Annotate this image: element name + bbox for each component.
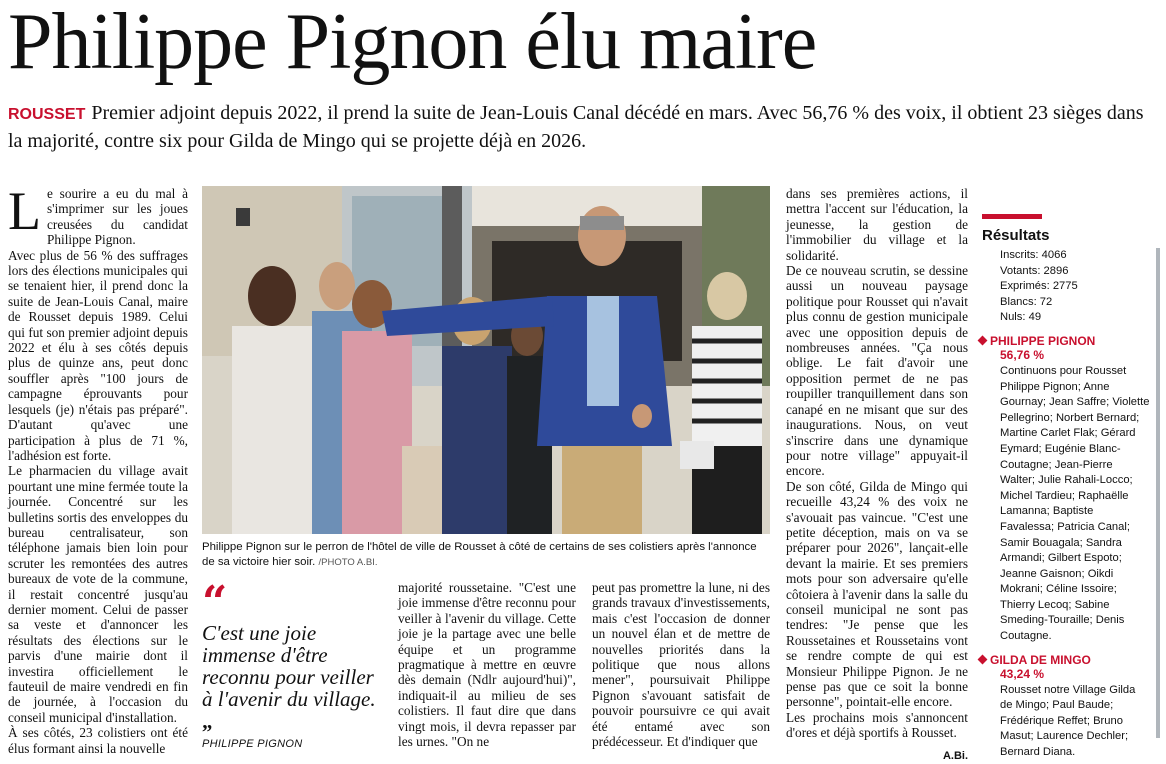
article-photo <box>202 186 770 534</box>
signature: A.Bi. <box>942 749 968 762</box>
paragraph: De son côté, Gilda de Mingo qui recueille 43,24 % des voix ne s'avouait pas vaincue. "C'est une petite déception, mais on va se préparer pour 2026", lançait-elle devant la mairie. Et ses premiers mots pour son adversaire qu'elle côtoiera à l'avenir dans la salle du conseil municipal ne sont pas tendres: "Je pense que les Roussetaines et Roussetains vont se rendre compte de qui est Monsieur Philippe Pignon. Je ne pense pas que ce soit la bonne personne", pointait-elle encore. <box>786 478 968 710</box>
candidate-percent: 56,76 % <box>1000 347 1045 362</box>
headline: Philippe Pignon élu maire <box>8 0 817 86</box>
standfirst-text: Premier adjoint depuis 2022, il prend la suite de Jean-Louis Canal décédé en mars. Avec 56,76 % des voix, il obtient 23 sièges dans la majorité, contre six pour Gilda de Mingo qui se projette déjà en 2026. <box>8 102 1144 152</box>
quote-text: C'est une joie immense d'être reconnu pour veiller à l'avenir du village. „ <box>202 621 376 733</box>
stat-line: Blancs: 72 <box>1000 295 1053 308</box>
caption-text: Philippe Pignon sur le perron de l'hôtel de ville de Rousset à côté de certains de ses colistiers après l'annonce de sa victoire hier soir. <box>202 541 757 568</box>
paragraph: Avec plus de 56 % des suffrages lors des élections municipales qui se tenaient hier, il prend donc la suite de Jean-Louis Canal, maire de Rousset depuis 1989. Celui qui fut son premier adjoint depuis 2022 et élu à ses côtés depuis plus de quinze ans, peut donc souffler après "100 jours de campagne éprouvants pour lesquels (je) n'étais pas préparé". D'autant qu'avec une participation à plus de 71 %, l'adhésion est forte. <box>8 247 188 463</box>
candidate-list: Rousset notre Village Gilda de Mingo; Paul Baude; Frédérique Reffet; Bruno Masut; Laurence Dechler; Bernard Diana. <box>1000 683 1136 759</box>
paragraph: Le pharmacien du village avait pourtant une mine fermée toute la journée. Concentré sur les bulletins sortis des enveloppes du bureau centralisateur, son téléphone jamais bien loin pour scruter les remontées des autres bureaux de vote de la commune, il restait concentré jusqu'au dernier moment. Celui de passer sa veste et d'annoncer les résultats des élections sur le parvis d'une mairie dont il investira officiellement le fauteuil de maire vendredi en fin de journée, à l'occasion du conseil municipal d'installation. <box>8 463 188 725</box>
turnout-stats <box>982 248 1150 326</box>
candidate-name: PHILIPPE PIGNON <box>982 334 1150 348</box>
sidebar-accent-rule <box>982 214 1042 219</box>
candidate-name: GILDA DE MINGO <box>982 653 1150 667</box>
paragraph: majorité roussetaine. "C'est une joie immense d'être reconnu pour veiller à l'avenir du village. Cette joie je la partage avec une belle équipe et un programme pragmatique à mettre en œuvre dès demain (Ndlr aujourd'hui)", indiquait-il au milieu de ses colistiers. Il faut dire que dans vingt mois, il devra repasser par les urnes. "On ne <box>398 580 576 750</box>
paragraph: Les prochains mois s'annoncent d'ores et déjà sportifs à Rousset. <box>786 709 968 741</box>
paragraph: De ce nouveau scrutin, se dessine aussi un nouveau paysage politique pour Rousset qui n'avait plus connu de gestion municipale avec une opposition depuis de nombreuses années. "Ça nous oblige. Le fait d'avoir une opposition permet de ne pas roupiller tranquillement dans son canapé en ne misant que sur des inaugurations. Nous, on veut s'inscrire dans une dynamique pour notre village" appuyait-il encore. <box>786 263 968 479</box>
pull-quote <box>202 577 382 750</box>
stat-line: Nuls: 49 <box>1000 311 1042 324</box>
article-column-1 <box>8 181 188 756</box>
quote-author: PHILIPPE PIGNON <box>202 738 303 750</box>
dropcap: L <box>8 181 41 241</box>
photo-caption <box>202 540 770 570</box>
stat-line: Inscrits: 4066 <box>1000 249 1067 261</box>
kicker: ROUSSET <box>8 106 86 123</box>
photo-credit: /PHOTO A.BI. <box>318 557 378 568</box>
stat-line: Votants: 2896 <box>1000 264 1069 277</box>
paragraph: peut pas promettre la lune, ni des grands travaux d'investissements, mais c'est l'occasion de donner un nouvel élan et de mettre de nouvelles priorités dans la politique que nous allons mener", poursuivait Philippe Pignon s'avouant satisfait de pouvoir poursuivre ce qui avait été entamé avec son prédécesseur. Et d'indiquer que <box>592 580 770 750</box>
candidate-list: Continuons pour Rousset Philippe Pignon; Anne Gournay; Jean Saffre; Violette Pellegrino; Norbert Bernard; Martine Carlet Flak; Gérard Eymard; Eugénie Blanc-Coutagne; Jean-Pierre Walter; Julie Rahali-Locco; Michel Tardieu; Raphaëlle Lamanna; Baptiste Favalessa; Patricia Canal; Samir Bouagala; Sandra Armandi; Gilbert Espoto; Jeanne Gaisnon; Oikdi Mokrani; Céline Issoire; Thierry Lecoq; Sabine Smeding-Touraille; Denis Coutagne. <box>1000 364 1150 643</box>
quote-close-mark: „ <box>202 709 213 733</box>
stat-line: Exprimés: 2775 <box>1000 280 1078 293</box>
paragraph: À ses côtés, 23 colistiers ont été élus formant ainsi la nouvelle <box>8 725 188 756</box>
article-column-4 <box>786 186 968 764</box>
sidebar-title: Résultats <box>982 227 1050 244</box>
article-column-2 <box>398 580 576 749</box>
candidate-percent: 43,24 % <box>1000 666 1045 681</box>
quote-mark-icon: “ <box>202 577 228 628</box>
standfirst <box>8 100 1158 155</box>
sidebar-body <box>982 248 1160 759</box>
article-column-3 <box>592 580 770 749</box>
paragraph: dans ses premières actions, il mettra l'accent sur l'éducation, la jeunesse, la gestion de l'immobilier du village et la solidarité. <box>786 186 968 263</box>
lead-paragraph: e sourire a eu du mal à s'imprimer sur les joues creusées du candidat Philippe Pignon. <box>47 186 188 248</box>
results-sidebar <box>982 214 1160 759</box>
